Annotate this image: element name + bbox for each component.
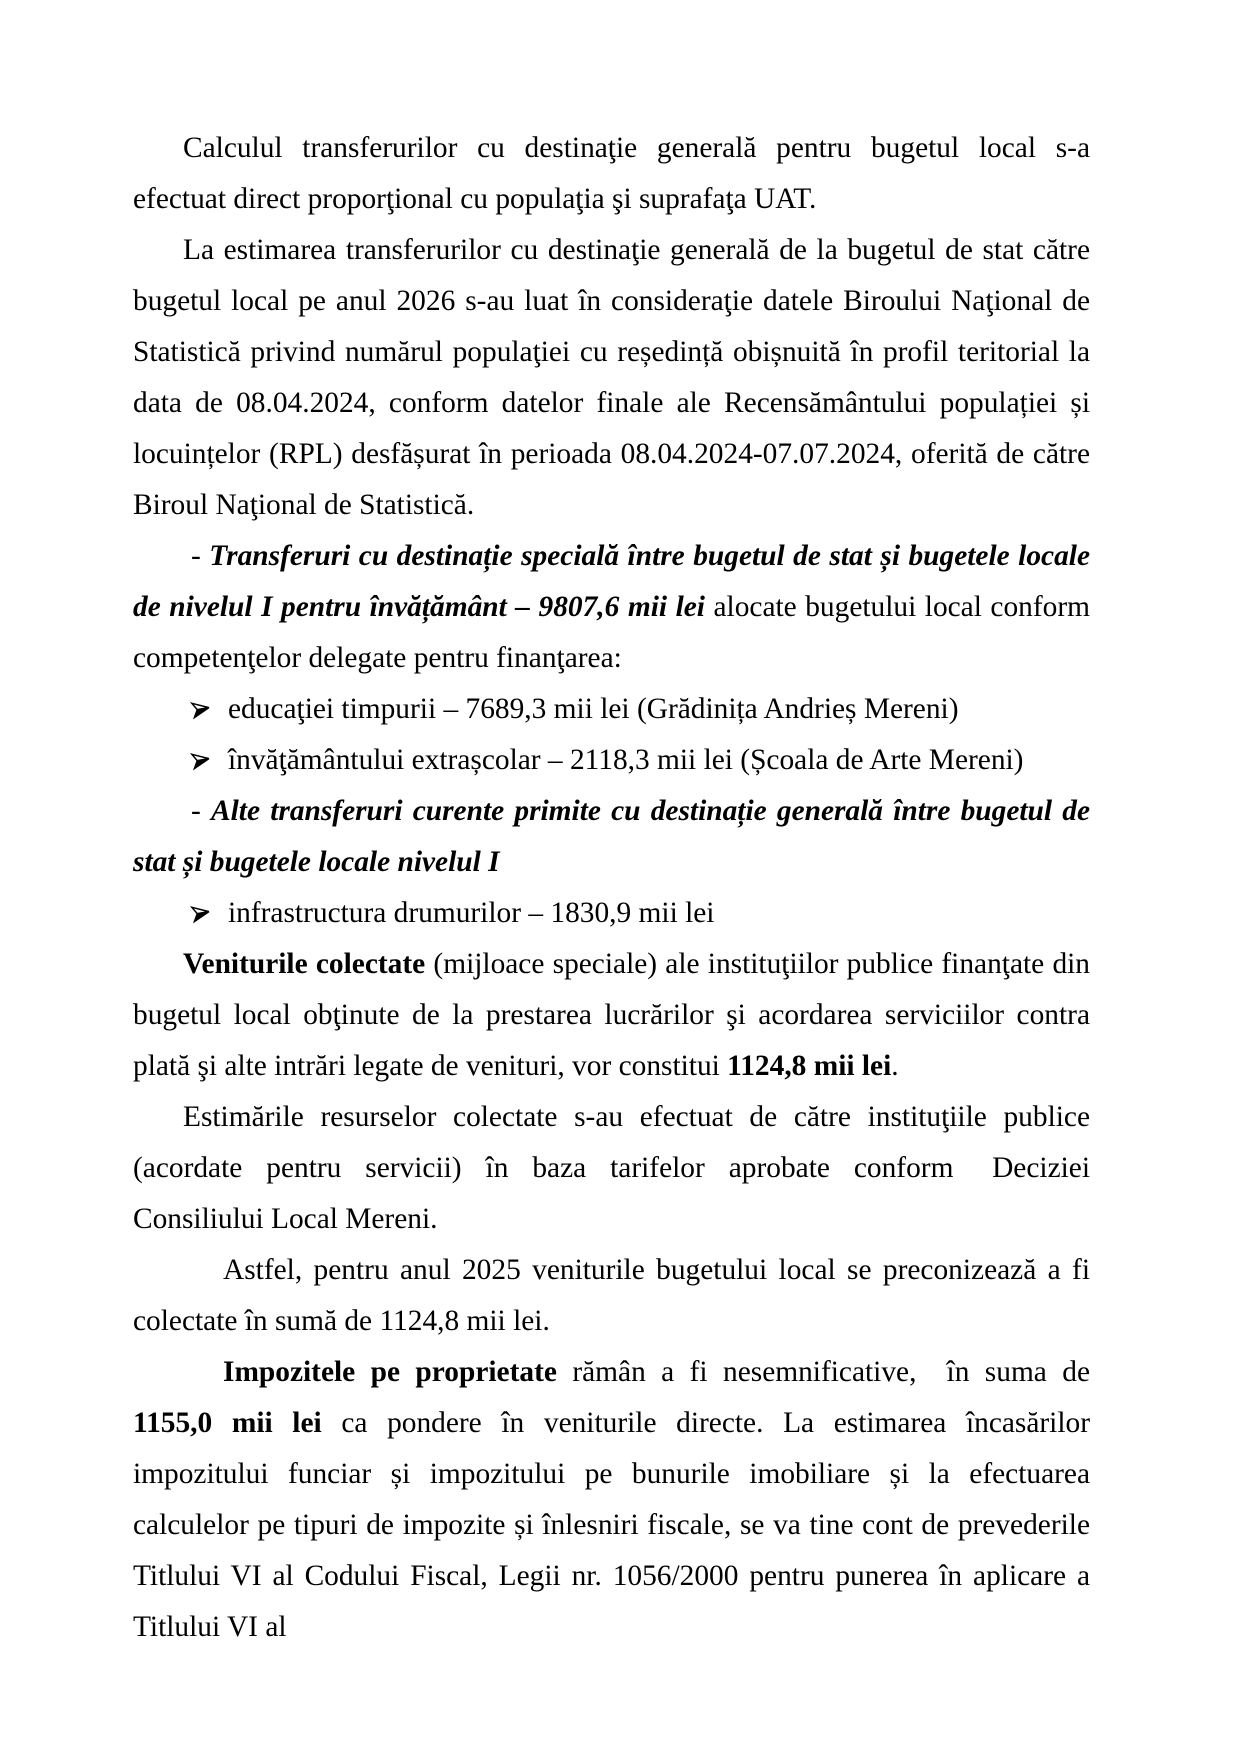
impozite-proprietate-text: rămân a fi nesemnificative, în suma de xyxy=(556,1356,1091,1388)
impozite-proprietate-end: ca pondere în veniturile directe. La estimarea încasărilor impozitului funciar și impozitului pe bunurile imobiliare și la efectuarea calculelor pe tipuri de impozite și înlesniri fiscale, se va tine cont de prevederile Titlului VI al Codului Fiscal, Legii nr. 1056/2000 pentru punerea în aplicare a Titlului VI al xyxy=(133,1407,1090,1643)
arrowhead-bullet-icon xyxy=(190,888,228,939)
venituri-colectate-text: (mijloace speciale) ale instituţiilor publice finanţate din bugetul local obţinute de la prestarea lucrărilor şi acordarea serviciilor contra plată şi alte intrări legate de venituri, vor constitui xyxy=(133,948,1091,1082)
paragraph-impozite-proprietate xyxy=(133,1347,1090,1653)
list-dash: - xyxy=(191,795,212,827)
transferuri-speciale-emphasis: Transferuri cu destinație specială între bugetul de stat și bugetele locale de nivelul I pentru învățământ – 9807,6 mii lei xyxy=(133,540,1090,623)
paragraph-venituri-colectate xyxy=(133,939,1090,1092)
paragraph-astfel-2025: Astfel, pentru anul 2025 veniturile bugetului local se preconizează a fi colectate în sumă de 1124,8 mii lei. xyxy=(133,1254,1090,1337)
paragraph-alte-transferuri xyxy=(133,786,1090,888)
bullet-educatie-text: educaţiei timpurii – 7689,3 mii lei (Grădinița Andrieș Mereni) xyxy=(228,693,959,725)
bullet-item-educatie xyxy=(133,684,1090,735)
bullet-extrascolar-text: învăţământului extrașcolar – 2118,3 mii lei (Școala de Arte Mereni) xyxy=(228,744,1024,776)
paragraph-estimare-transferuri: La estimarea transferurilor cu destinaţie generală de la bugetul de stat către bugetul local pe anul 2026 s-au luat în consideraţie datele Biroului Naţional de Statistică privind numărul populaţiei cu reședință obișnuită în profil teritorial la data de 08.04.2024, conform datelor finale ale Recensământului populației și locuințelor (RPL) desfășurat în perioada 08.04.2024-07.07.2024, oferită de către Biroul Naţional de Statistică. xyxy=(133,234,1090,521)
paragraph-estimari-resurse: Estimările resurselor colectate s-au efectuat de către instituţiile publice (acordate pentru servicii) în baza tarifelor aprobate conform Deciziei Consiliului Local Mereni. xyxy=(133,1101,1090,1235)
venituri-suma-bold: 1124,8 mii lei xyxy=(727,1050,892,1082)
arrowhead-bullet-icon xyxy=(190,735,228,786)
bullet-infrastructura-text: infrastructura drumurilor – 1830,9 mii lei xyxy=(228,897,715,929)
paragraph-transferuri-speciale xyxy=(133,531,1090,684)
alte-transferuri-emphasis: Alte transferuri curente primite cu destinație generală între bugetul de stat și bugetele locale nivelul I xyxy=(133,795,1090,878)
impozite-suma-bold: 1155,0 mii lei xyxy=(133,1407,322,1439)
bullet-item-extrascolar xyxy=(133,735,1090,786)
venituri-colectate-end: . xyxy=(891,1050,899,1082)
arrowhead-bullet-icon xyxy=(190,684,228,735)
paragraph-calcul-transferuri: Calculul transferurilor cu destinaţie generală pentru bugetul local s-a efectuat direct proporţional cu populaţia şi suprafaţa UAT. xyxy=(133,132,1090,215)
bullet-item-infrastructura xyxy=(133,888,1090,939)
impozite-proprietate-bold: Impozitele pe proprietate xyxy=(223,1356,557,1388)
list-dash: - xyxy=(191,540,210,572)
transferuri-speciale-rest: alocate bugetului local conform competenţelor delegate pentru finanţarea: xyxy=(133,591,1090,674)
venituri-colectate-bold: Veniturile colectate xyxy=(183,948,426,980)
